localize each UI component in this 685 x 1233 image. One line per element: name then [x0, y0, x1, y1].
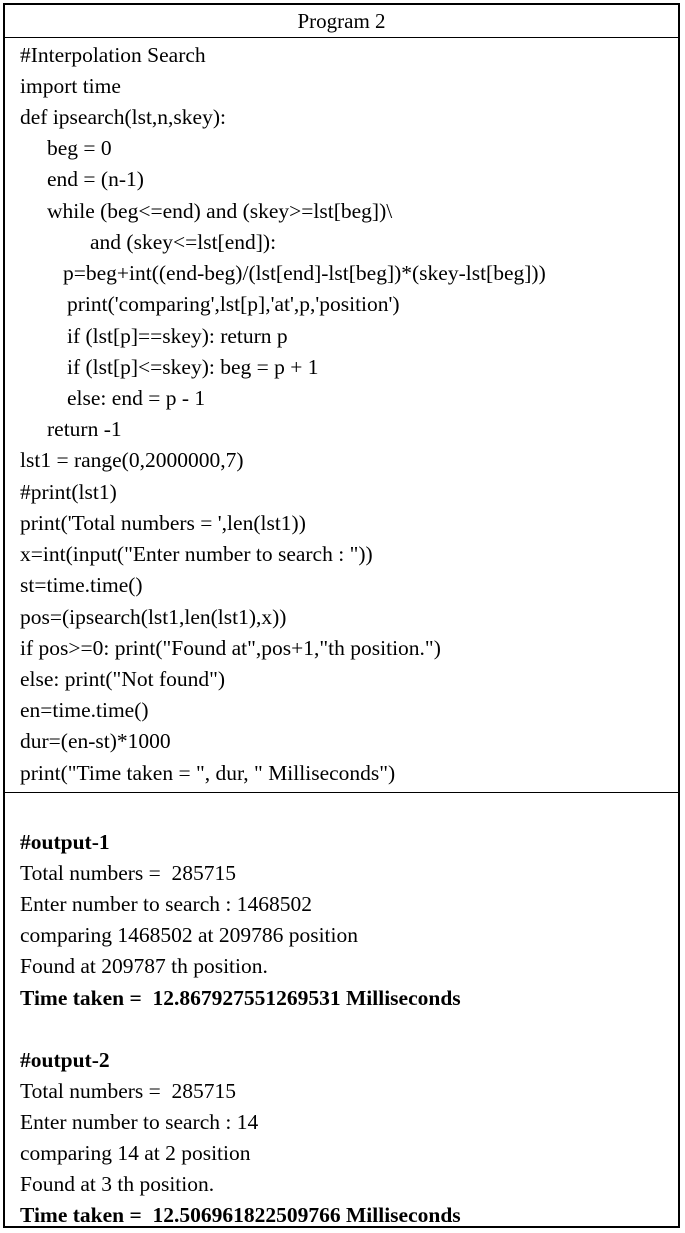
code-line: #print(lst1) — [20, 480, 117, 504]
code-line: print('Total numbers = ',len(lst1)) — [20, 511, 306, 535]
output-2-heading: #output-2 — [20, 1048, 110, 1072]
code-line: while (beg<=end) and (skey>=lst[beg])\ — [47, 199, 393, 223]
code-line: def ipsearch(lst,n,skey): — [20, 105, 226, 129]
output-2-line: comparing 14 at 2 position — [20, 1141, 251, 1165]
program-title: Program 2 — [5, 5, 678, 38]
code-line: import time — [20, 74, 121, 98]
code-line: and (skey<=lst[end]): — [90, 230, 277, 254]
code-line: p=beg+int((end-beg)/(lst[end]-lst[beg])*(skey-lst[beg])) — [63, 261, 546, 285]
code-line: if (lst[p]<=skey): beg = p + 1 — [67, 355, 319, 379]
code-line: st=time.time() — [20, 573, 143, 597]
code-line: else: end = p - 1 — [67, 386, 206, 410]
output-1-line: Total numbers = 285715 — [20, 861, 237, 885]
code-line: pos=(ipsearch(lst1,len(lst1),x)) — [20, 605, 287, 629]
output-2-time: Time taken = 12.506961822509766 Milliseconds — [20, 1203, 461, 1227]
output-1-time: Time taken = 12.867927551269531 Milliseconds — [20, 986, 461, 1010]
output-1-line: Found at 209787 th position. — [20, 954, 268, 978]
output-2-line: Found at 3 th position. — [20, 1172, 215, 1196]
code-line: lst1 = range(0,2000000,7) — [20, 448, 244, 472]
code-block — [5, 38, 678, 793]
output-1-heading: #output-1 — [20, 830, 110, 854]
code-line: print('comparing',lst[p],'at',p,'position') — [67, 292, 400, 316]
code-line: dur=(en-st)*1000 — [20, 729, 171, 753]
code-line: if pos>=0: print("Found at",pos+1,"th position.") — [20, 636, 441, 660]
output-block — [5, 794, 678, 1226]
code-line: x=int(input("Enter number to search : ")) — [20, 542, 373, 566]
code-line: else: print("Not found") — [20, 667, 226, 691]
program-table — [3, 3, 680, 1228]
code-line: print("Time taken = ", dur, " Milliseconds") — [20, 761, 396, 785]
code-line: beg = 0 — [47, 136, 112, 160]
output-2-line: Total numbers = 285715 — [20, 1079, 237, 1103]
code-line: #Interpolation Search — [20, 43, 206, 67]
code-line: return -1 — [47, 417, 122, 441]
code-line: end = (n-1) — [47, 167, 144, 191]
code-line: en=time.time() — [20, 698, 149, 722]
code-line: if (lst[p]==skey): return p — [67, 324, 288, 348]
output-1-line: comparing 1468502 at 209786 position — [20, 923, 358, 947]
output-2-line: Enter number to search : 14 — [20, 1110, 259, 1134]
output-1-line: Enter number to search : 1468502 — [20, 892, 312, 916]
